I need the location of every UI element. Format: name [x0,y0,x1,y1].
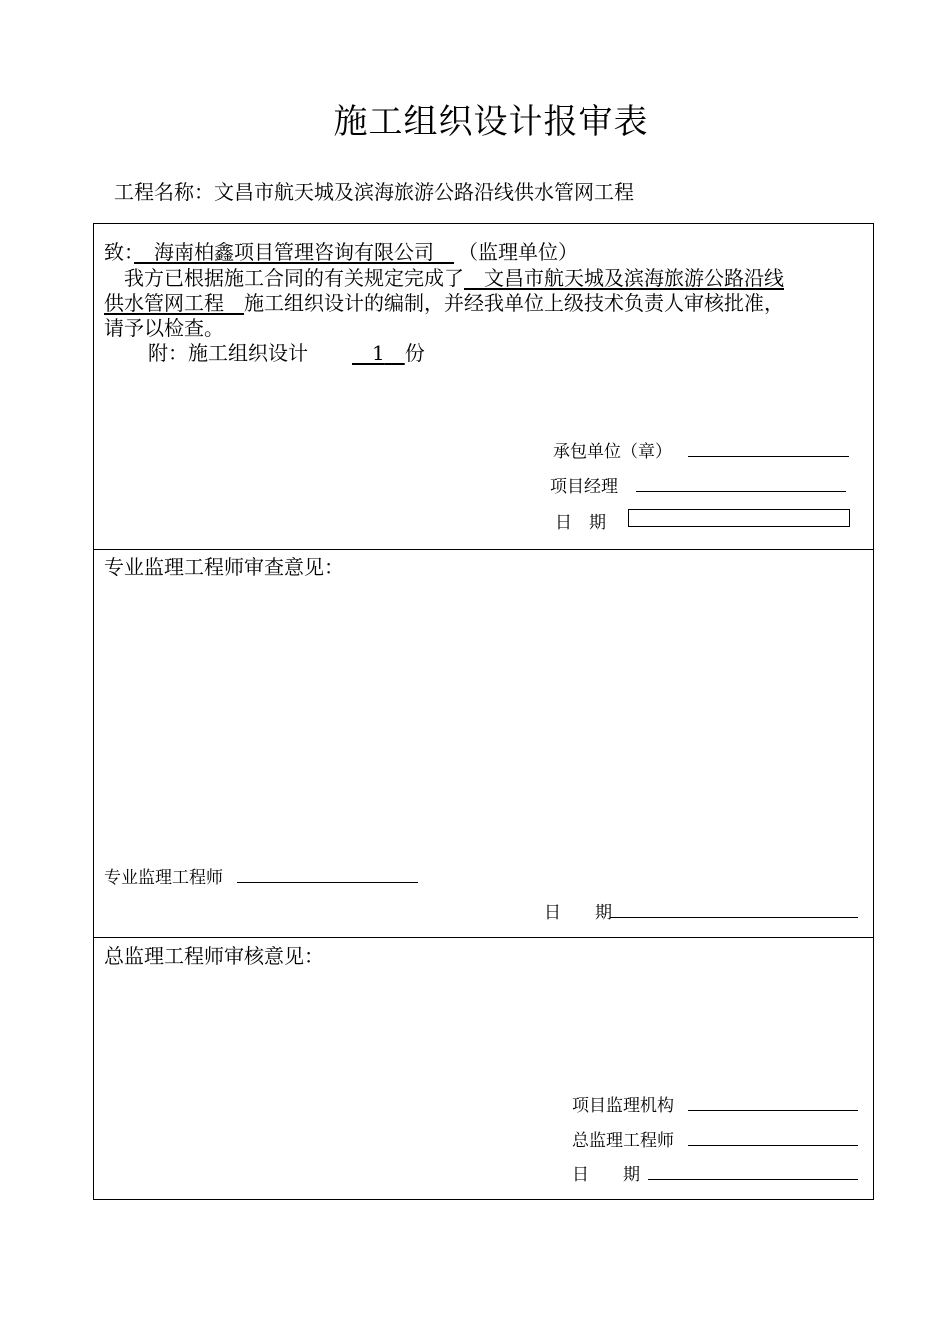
chief-review-heading: 总监理工程师审核意见： [104,944,324,968]
attachment-line [148,337,425,366]
engineer-review-heading: 专业监理工程师审查意见： [104,555,344,579]
attachment-label: 附：施工组织设计 [148,341,308,365]
contractor-signature-line[interactable] [688,456,849,457]
chief-engineer-label: 总监理工程师 [572,1131,674,1151]
section1-date-field[interactable] [628,509,850,527]
section-divider-2 [93,937,874,938]
section2-date-line[interactable] [610,917,858,918]
section3-date-line[interactable] [648,1179,858,1180]
project-name-value: 文昌市航天城及滨海旅游公路沿线供水管网工程 [214,180,634,204]
project-manager-label: 项目经理 [550,477,618,497]
addressee-org: 海南柏鑫项目管理咨询有限公司 [154,240,434,264]
approval-form-table [93,223,874,1200]
section2-date-label: 日 期 [544,903,612,923]
body-project-part1: 文昌市航天城及滨海旅游公路沿线 [484,266,784,290]
attachment-unit: 份 [404,341,425,365]
contractor-label: 承包单位（章） [553,442,672,462]
addressee-role: （监理单位） [468,240,578,264]
chief-engineer-signature-line[interactable] [688,1145,858,1146]
attachment-count: 1 [372,341,385,365]
supervision-org-label: 项目监理机构 [572,1096,674,1116]
section-divider-1 [93,549,874,550]
body-project-part2: 供水管网工程 [104,291,224,315]
body-prefix: 我方已根据施工合同的有关规定完成了 [124,266,464,290]
engineer-label: 专业监理工程师 [104,868,223,888]
addressee-line [104,236,578,265]
section3-date-label: 日 期 [572,1165,640,1185]
project-name-line [114,176,634,205]
project-manager-signature-line[interactable] [636,491,846,492]
body-line-3: 请予以检查。 [104,316,224,340]
body-suffix: 施工组织设计的编制，并经我单位上级技术负责人审核批准， [244,291,784,315]
engineer-signature-line[interactable] [237,882,418,883]
section1-date-label: 日 期 [555,513,606,533]
page-title: 施工组织设计报审表 [333,102,649,142]
project-name-label: 工程名称： [114,180,214,204]
supervision-org-signature-line[interactable] [688,1110,858,1111]
addressee-label: 致： [104,240,134,264]
